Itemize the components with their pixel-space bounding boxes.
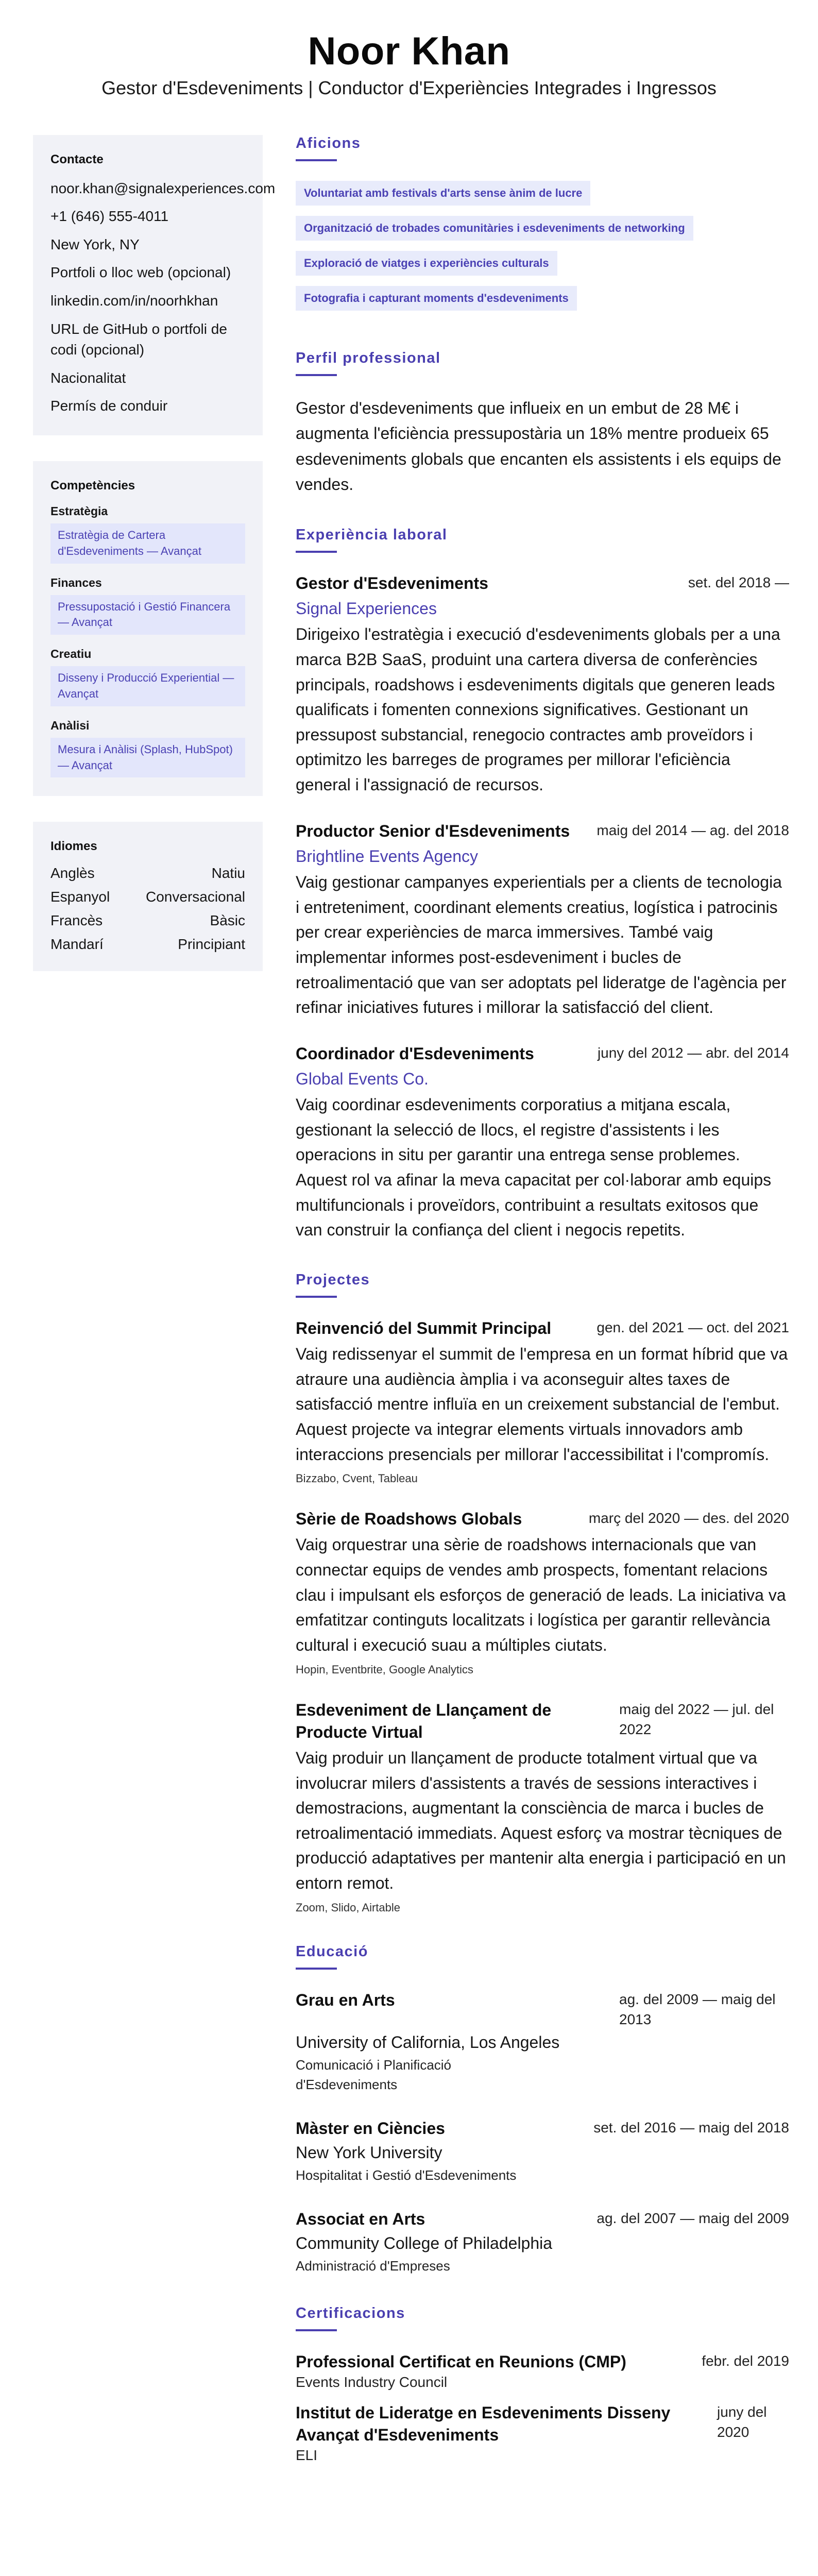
- job-description: Dirigeixo l'estratègia i execució d'esdeveniments globals per a una marca B2B SaaS, produint una cartera diversa de conferències principals, roadshows i esdeveniments digitals que generen leads qualificats i fomenten connexions significatives. Gestionant un pressupost substancial, renegocio contractes amb proveïdors i optimitzo les barreges de programes per millorar l'eficiència general i l'assignació de recursos.: [296, 625, 780, 794]
- profile-section: [296, 350, 789, 498]
- education-dates: ag. del 2007 — maig del 2009: [597, 2210, 789, 2226]
- skill-value: Disseny i Producció Experiential — Avançat: [50, 666, 245, 706]
- job-company: Signal Experiences: [296, 599, 437, 618]
- section-divider: [296, 159, 337, 161]
- language-row: [50, 936, 245, 953]
- contact-nationality: Nacionalitat: [50, 369, 126, 386]
- skill-category: Estratègia: [50, 504, 108, 518]
- skill-group: [50, 647, 245, 706]
- skill-value: Mesura i Anàlisi (Splash, HubSpot) — Avançat: [50, 738, 245, 778]
- school-name: Community College of Philadelphia: [296, 2233, 553, 2252]
- certification-date: juny del 2020: [717, 2403, 767, 2441]
- language-row: [50, 889, 245, 905]
- project-entry: [296, 1699, 789, 1914]
- contact-portfolio: Portfoli o lloc web (opcional): [50, 264, 231, 281]
- language-level: Conversacional: [146, 889, 245, 905]
- skill-group: [50, 504, 245, 564]
- skill-group: [50, 576, 245, 635]
- education-entry: [296, 2208, 789, 2276]
- hobby-chip: Exploració de viatges i experiències culturals: [296, 251, 557, 276]
- experience-entry: [296, 820, 789, 1020]
- skill-value: Estratègia de Cartera d'Esdeveniments — Avançat: [50, 523, 245, 564]
- language-name: Anglès: [50, 865, 95, 882]
- project-entry: [296, 1508, 789, 1676]
- project-name: Reinvenció del Summit Principal: [296, 1318, 552, 1337]
- certification-entry: [296, 2402, 789, 2464]
- contact-github: URL de GitHub o portfoli de codi (opcional): [50, 320, 227, 358]
- job-role: Productor Senior d'Esdeveniments: [296, 821, 570, 840]
- degree-name: Grau en Arts: [296, 1990, 395, 2009]
- language-name: Espanyol: [50, 889, 110, 905]
- experience-entry: [296, 1043, 789, 1243]
- skill-value: Pressupostació i Gestió Financera — Avançat: [50, 595, 245, 635]
- field-of-study: Hospitalitat i Gestió d'Esdeveniments: [296, 2167, 517, 2183]
- language-row: [50, 865, 245, 882]
- job-dates: maig del 2014 — ag. del 2018: [597, 822, 789, 838]
- job-role: Gestor d'Esdeveniments: [296, 573, 488, 592]
- section-title: Certificacions: [296, 2304, 405, 2321]
- contact-email[interactable]: noor.khan@signalexperiences.com: [50, 180, 276, 196]
- section-title: Projectes: [296, 1271, 370, 1288]
- project-description: Vaig redissenyar el summit de l'empresa en un format híbrid que va atraure una audiència àmplia i va aconseguir altes taxes de satisfacció mentre influïa en un creixement substancial de l'embut. Aquest projecte va integrar elements virtuals innovadors amb interaccions presencials per millorar l'accessibilitat i l'compromís.: [296, 1345, 788, 1464]
- skills-card: [33, 461, 263, 796]
- hobby-chip: Voluntariat amb festivals d'arts sense ànim de lucre: [296, 181, 590, 206]
- candidate-tagline: Gestor d'Esdeveniments | Conductor d'Experiències Integrades i Ingressos: [101, 77, 717, 98]
- degree-name: Associat en Arts: [296, 2209, 425, 2228]
- section-divider: [296, 2329, 337, 2331]
- project-dates: març del 2020 — des. del 2020: [588, 1510, 789, 1527]
- contact-license: Permís de conduir: [50, 398, 168, 414]
- project-tools: Bizzabo, Cvent, Tableau: [296, 1472, 418, 1485]
- job-company: Global Events Co.: [296, 1070, 429, 1089]
- hobbies-section: [296, 135, 789, 321]
- language-name: Mandarí: [50, 936, 104, 953]
- field-of-study: Comunicació i Planificació d'Esdeveniments: [296, 2057, 452, 2092]
- languages-card: [33, 822, 263, 971]
- skills-title: Competències: [50, 478, 135, 493]
- school-name: New York University: [296, 2143, 442, 2162]
- project-name: Sèrie de Roadshows Globals: [296, 1510, 522, 1529]
- certification-name: Institut de Lideratge en Esdeveniments Disseny Avançat d'Esdeveniments: [296, 2403, 671, 2445]
- certification-entry: [296, 2351, 789, 2391]
- skill-group: [50, 719, 245, 778]
- project-dates: maig del 2022 — jul. del 2022: [619, 1701, 774, 1737]
- resume-header: [0, 0, 818, 99]
- job-description: Vaig gestionar campanyes experientials per a clients de tecnologia i entreteniment, coordinant elements creatius, logística i patrocinis per crear experiències de marca immersives. També vaig implementar informes post-esdeveniment i bucles de retroalimentació que van ser adoptats pel lideratge de l'agència per refinar iniciatives futures i millorar la satisfacció del client.: [296, 873, 787, 1017]
- field-of-study: Administració d'Empreses: [296, 2258, 450, 2274]
- project-name: Esdeveniment de Llançament de Producte Virtual: [296, 1700, 552, 1741]
- skill-category: Finances: [50, 575, 102, 589]
- project-description: Vaig produir un llançament de producte totalment virtual que va involucrar milers d'assistents a través de sessions interactives i demostracions, augmentant la consciència de marca i bucles de retroalimentació immediats. Aquest esforç va mostrar tècniques de producció adaptatives per mantenir alta energia i participació en un entorn remot.: [296, 1748, 786, 1893]
- contact-card: [33, 135, 276, 435]
- projects-section: [296, 1272, 789, 1914]
- certification-issuer: ELI: [296, 2447, 318, 2464]
- job-role: Coordinador d'Esdeveniments: [296, 1044, 534, 1063]
- section-title: Educació: [296, 1943, 368, 1960]
- certifications-section: [296, 2305, 789, 2464]
- education-dates: set. del 2016 — maig del 2018: [593, 2119, 789, 2136]
- main-content: [296, 135, 789, 2493]
- section-divider: [296, 1296, 337, 1298]
- resume-body: [0, 135, 818, 2493]
- experience-entry: [296, 572, 789, 798]
- job-company: Brightline Events Agency: [296, 846, 478, 866]
- section-title: Aficions: [296, 134, 361, 151]
- project-entry: [296, 1317, 789, 1485]
- section-divider: [296, 374, 337, 376]
- contact-linkedin[interactable]: linkedin.com/in/noorhkhan: [50, 292, 218, 309]
- hobby-chip: Fotografia i capturant moments d'esdeveniments: [296, 286, 577, 311]
- project-description: Vaig orquestrar una sèrie de roadshows internacionals que van connectar equips de vendes amb prospects, fomentant relacions clau i impulsant els esforços de generació de leads. La iniciativa va emfatitzar continguts localitzats i logística per garantir rellevància cultural i execució suau a múltiples ciutats.: [296, 1535, 786, 1654]
- contact-location: New York, NY: [50, 236, 140, 252]
- school-name: University of California, Los Angeles: [296, 2033, 560, 2052]
- education-entry: [296, 2117, 789, 2185]
- contact-title: Contacte: [50, 152, 104, 166]
- sidebar: [33, 135, 276, 997]
- section-divider: [296, 551, 337, 553]
- language-level: Principiant: [178, 936, 245, 953]
- project-tools: Zoom, Slido, Airtable: [296, 1901, 400, 1914]
- experience-section: [296, 527, 789, 1243]
- education-entry: [296, 1989, 789, 2095]
- job-dates: juny del 2012 — abr. del 2014: [597, 1044, 789, 1061]
- project-tools: Hopin, Eventbrite, Google Analytics: [296, 1663, 473, 1676]
- section-divider: [296, 1968, 337, 1970]
- section-title: Perfil professional: [296, 349, 441, 366]
- language-row: [50, 912, 245, 929]
- certification-issuer: Events Industry Council: [296, 2374, 448, 2390]
- education-dates: ag. del 2009 — maig del 2013: [619, 1991, 776, 2027]
- languages-title: Idiomes: [50, 839, 97, 854]
- section-title: Experiència laboral: [296, 526, 448, 543]
- hobby-chip: Organització de trobades comunitàries i esdeveniments de networking: [296, 216, 693, 241]
- profile-summary: Gestor d'esdeveniments que influeix en un embut de 28 M€ i augmenta l'eficiència pressupostària un 18% mentre produeix 65 esdeveniments globals que encanten els assistents i els equips de vendes.: [296, 398, 781, 494]
- candidate-name: Noor Khan: [308, 29, 510, 73]
- language-level: Natiu: [211, 865, 245, 882]
- certification-name: Professional Certificat en Reunions (CMP): [296, 2352, 626, 2371]
- job-description: Vaig coordinar esdeveniments corporatius a mitjana escala, gestionant la selecció de llocs, el registre d'assistents i les operacions in situ per garantir una entrega sense problemes. Aquest rol va afinar la meva capacitat per col·laborar amb equips multifuncionals i proveïdors, contribuint a resultats exitosos que van construir la confiança del client i negocis repetits.: [296, 1095, 772, 1240]
- certification-date: febr. del 2019: [702, 2352, 789, 2369]
- skill-category: Anàlisi: [50, 718, 90, 732]
- job-dates: set. del 2018 —: [688, 574, 789, 590]
- contact-phone[interactable]: +1 (646) 555-4011: [50, 208, 169, 225]
- project-dates: gen. del 2021 — oct. del 2021: [597, 1319, 789, 1335]
- language-name: Francès: [50, 912, 103, 929]
- education-section: [296, 1943, 789, 2276]
- degree-name: Màster en Ciències: [296, 2119, 445, 2138]
- skill-category: Creatiu: [50, 647, 92, 661]
- language-level: Bàsic: [210, 912, 245, 929]
